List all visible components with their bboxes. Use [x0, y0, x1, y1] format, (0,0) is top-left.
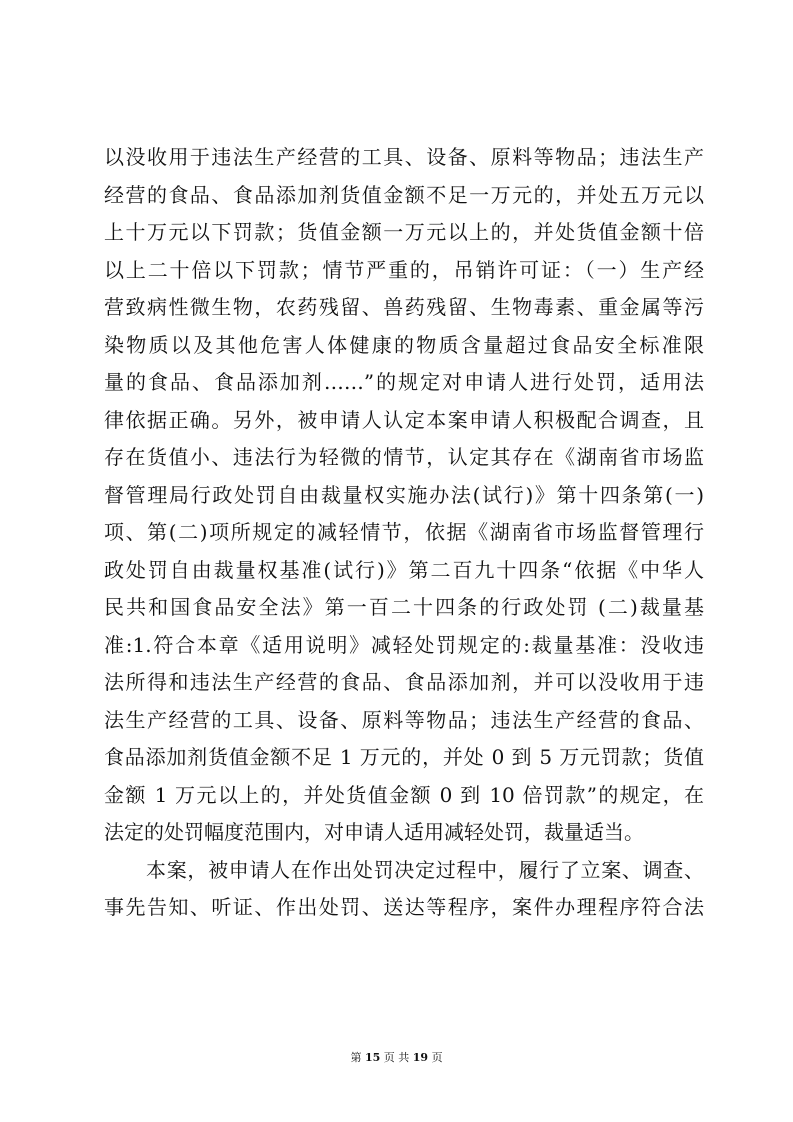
- page-number-footer: [0, 1051, 793, 1065]
- text-line: 经营的食品、食品添加剂货值金额不足一万元的，并处五万元以: [104, 182, 704, 207]
- text-line: 项、第(二)项所规定的减轻情节，依据《湖南省市场监督管理行: [104, 520, 704, 544]
- text-line: 存在货值小、违法行为轻微的情节，认定其存在《湖南省市场监: [104, 445, 704, 469]
- text-line: 民共和国食品安全法》第一百二十四条的行政处罚 (二)裁量基: [104, 595, 704, 619]
- text-line: 染物质以及其他危害人体健康的物质含量超过食品安全标准限: [104, 332, 704, 357]
- text-line: 督管理局行政处罚自由裁量权实施办法(试行)》第十四条第(一): [104, 482, 704, 507]
- text-line: 食品添加剂货值金额不足 1 万元的，并处 0 到 5 万元罚款；货值: [104, 745, 704, 769]
- text-line: 量的食品、食品添加剂……”的规定对申请人进行处罚，适用法: [104, 370, 704, 394]
- text-line: 金额 1 万元以上的，并处货值金额 0 到 10 倍罚款”的规定，在: [104, 782, 704, 807]
- document-body: [104, 139, 704, 927]
- text-line: 法定的处罚幅度范围内，对申请人适用减轻处罚，裁量适当。: [104, 820, 644, 844]
- text-line: 准:1.符合本章《适用说明》减轻处罚规定的:裁量基准：没收违: [104, 632, 704, 657]
- text-line: 法所得和违法生产经营的食品、食品添加剂，并可以没收用于违: [104, 670, 704, 694]
- current-page-number: 15: [364, 1051, 381, 1064]
- text-line: 以上二十倍以下罚款；情节严重的，吊销许可证：（一）生产经: [104, 257, 704, 282]
- footer-middle: 页 共: [383, 1051, 410, 1064]
- text-line: 上十万元以下罚款；货值金额一万元以上的，并处货值金额十倍: [104, 220, 704, 244]
- paragraph-start-line: 本案，被申请人在作出处罚决定过程中，履行了立案、调查、: [146, 857, 704, 882]
- text-line: 律依据正确。另外，被申请人认定本案申请人积极配合调查，且: [104, 407, 704, 432]
- text-line: 事先告知、听证、作出处罚、送达等程序，案件办理程序符合法: [104, 895, 704, 919]
- footer-prefix: 第: [350, 1051, 362, 1064]
- text-line: 以没收用于违法生产经营的工具、设备、原料等物品；违法生产: [104, 145, 704, 169]
- text-line: 政处罚自由裁量权基准(试行)》第二百九十四条“依据《中华人: [104, 557, 704, 582]
- total-pages-number: 19: [412, 1051, 429, 1064]
- text-line: 法生产经营的工具、设备、原料等物品；违法生产经营的食品、: [104, 707, 704, 732]
- footer-suffix: 页: [431, 1051, 443, 1064]
- text-line: 营致病性微生物，农药残留、兽药残留、生物毒素、重金属等污: [104, 295, 704, 319]
